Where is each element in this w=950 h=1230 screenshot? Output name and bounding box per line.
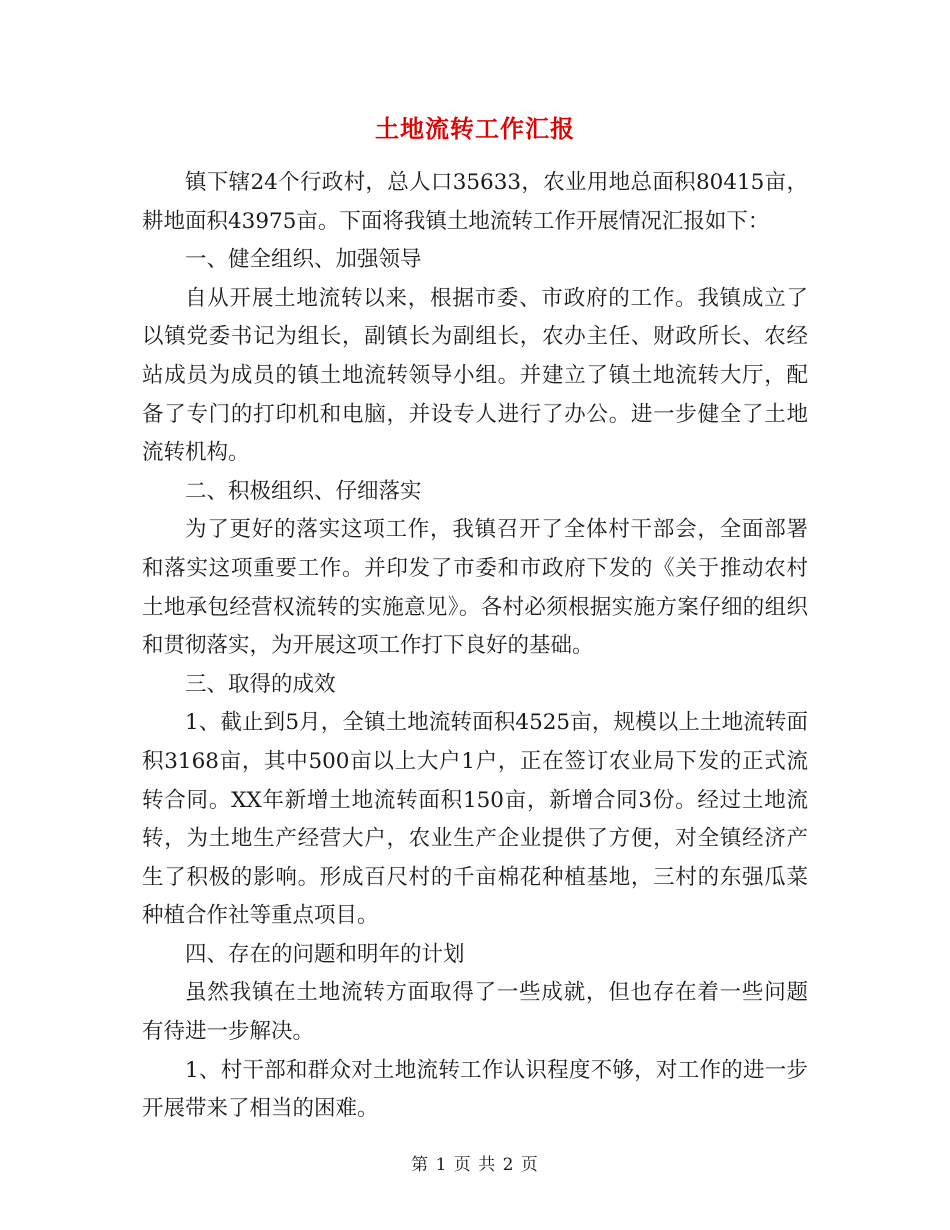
- page-footer: 第 1 页 共 2 页: [411, 1155, 539, 1175]
- section-heading-3: 三、取得的成效: [185, 671, 336, 697]
- paragraph-section-3-item-1: 1、截止到5月，全镇土地流转面积4525亩，规模以上土地流转面积3168亩，其中500亩以上大户1户，正在签订农业局下发的正式流转合同。XX年新增土地流转面积150亩，新增合同3份。经过土地流转，为土地生产经营大户，农业生产企业提供了方便，对全镇经济产生了积极的影响。形成百尺村的千亩棉花种植基地，三村的东强瓜菜种植合作社等重点项目。: [142, 710, 808, 929]
- section-heading-4: 四、存在的问题和明年的计划: [185, 941, 465, 967]
- paragraph-intro: 镇下辖24个行政村，总人口35633，农业用地总面积80415亩，耕地面积43975亩。下面将我镇土地流转工作开展情况汇报如下：: [142, 170, 808, 234]
- paragraph-section-4: 虽然我镇在土地流转方面取得了一些成就，但也存在着一些问题有待进一步解决。: [142, 980, 808, 1045]
- paragraph-section-4-item-1: 1、村干部和群众对土地流转工作认识程度不够，对工作的进一步开展带来了相当的困难。: [142, 1057, 808, 1122]
- paragraph-section-1: 自从开展土地流转以来，根据市委、市政府的工作。我镇成立了以镇党委书记为组长，副镇长为副组长，农办主任、财政所长、农经站成员为成员的镇土地流转领导小组。并建立了镇土地流转大厅，配备了专门的打印机和电脑，并设专人进行了办公。进一步健全了土地流转机构。: [142, 285, 808, 466]
- section-heading-1: 一、健全组织、加强领导: [185, 247, 422, 273]
- document-title: 土地流转工作汇报: [375, 114, 575, 143]
- section-heading-2: 二、积极组织、仔细落实: [185, 478, 422, 504]
- paragraph-section-2: 为了更好的落实这项工作，我镇召开了全体村干部会，全面部署和落实这项重要工作。并印发了市委和市政府下发的《关于推动农村土地承包经营权流转的实施意见》。各村必须根据实施方案仔细的组织和贯彻落实，为开展这项工作打下良好的基础。: [142, 517, 808, 659]
- document-body: [142, 164, 808, 1129]
